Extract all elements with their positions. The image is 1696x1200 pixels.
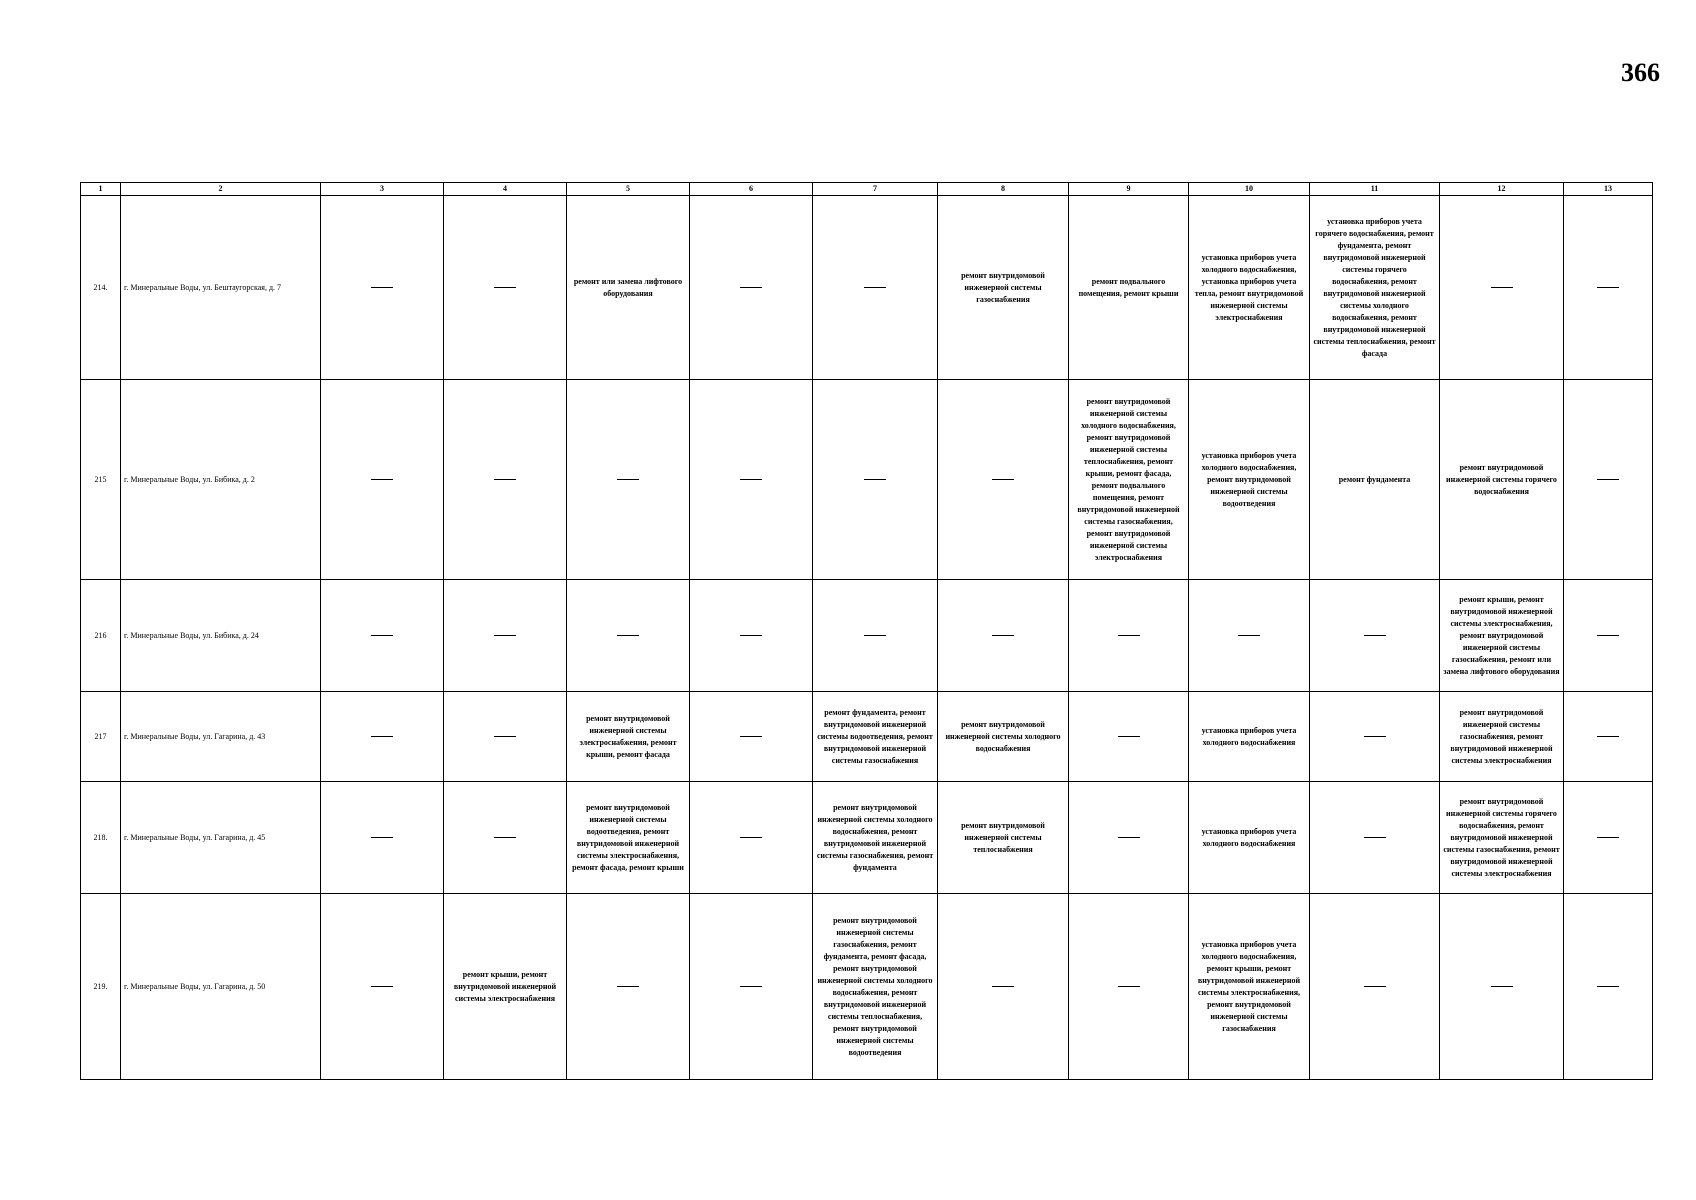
- address-cell: г. Минеральные Воды, ул. Гагарина, д. 45: [121, 782, 321, 894]
- empty-cell: [1564, 782, 1653, 894]
- table-body: [81, 196, 1653, 1080]
- table-row: [81, 580, 1653, 692]
- address-cell: г. Минеральные Воды, ул. Бибика, д. 2: [121, 380, 321, 580]
- dash-mark: [992, 986, 1014, 987]
- empty-cell: [1310, 692, 1440, 782]
- dash-mark: [494, 287, 516, 288]
- work-cell: установка приборов учета холодного водоснабжения: [1189, 692, 1310, 782]
- dash-mark: [1597, 837, 1619, 838]
- empty-cell: [690, 580, 813, 692]
- dash-mark: [740, 635, 762, 636]
- column-header-7: 7: [813, 183, 938, 196]
- empty-cell: [321, 580, 444, 692]
- row-number: 214.: [81, 196, 121, 380]
- address-cell: г. Минеральные Воды, ул. Гагарина, д. 50: [121, 894, 321, 1080]
- dash-mark: [1597, 986, 1619, 987]
- work-cell: ремонт внутридомовой инженерной системы газоснабжения, ремонт фундамента, ремонт фасада, ремонт внутридомовой инженерной системы холодного водоснабжения, ремонт внутридомовой инженерной системы теплоснабжения, ремонт внутридомовой инженерной системы водоотведения: [813, 894, 938, 1080]
- dash-mark: [371, 986, 393, 987]
- work-cell: ремонт или замена лифтового оборудования: [567, 196, 690, 380]
- page-number: 366: [1621, 58, 1660, 87]
- dash-mark: [617, 986, 639, 987]
- column-header-6: 6: [690, 183, 813, 196]
- dash-mark: [1364, 986, 1386, 987]
- address-cell: г. Минеральные Воды, ул. Гагарина, д. 43: [121, 692, 321, 782]
- dash-mark: [494, 736, 516, 737]
- work-cell: ремонт крыши, ремонт внутридомовой инженерной системы электроснабжения: [444, 894, 567, 1080]
- empty-cell: [1069, 580, 1189, 692]
- work-cell: ремонт внутридомовой инженерной системы горячего водоснабжения: [1440, 380, 1564, 580]
- dash-mark: [1491, 986, 1513, 987]
- dash-mark: [1597, 635, 1619, 636]
- work-cell: ремонт фундамента, ремонт внутридомовой инженерной системы водоотведения, ремонт внутридомовой инженерной системы газоснабжения: [813, 692, 938, 782]
- empty-cell: [321, 380, 444, 580]
- empty-cell: [444, 196, 567, 380]
- repair-plan-table: [80, 182, 1653, 1080]
- dash-mark: [1118, 986, 1140, 987]
- empty-cell: [321, 196, 444, 380]
- dash-mark: [1597, 479, 1619, 480]
- column-header-9: 9: [1069, 183, 1189, 196]
- dash-mark: [1364, 736, 1386, 737]
- work-cell: ремонт внутридомовой инженерной системы холодного водоснабжения, ремонт внутридомовой инженерной системы теплоснабжения, ремонт крыши, ремонт фасада, ремонт подвального помещения, ремонт внутридомовой инженерной системы газоснабжения, ремонт внутридомовой инженерной системы электроснабжения: [1069, 380, 1189, 580]
- dash-mark: [371, 635, 393, 636]
- empty-cell: [938, 380, 1069, 580]
- dash-mark: [1597, 736, 1619, 737]
- table-row: [81, 196, 1653, 380]
- dash-mark: [1364, 635, 1386, 636]
- table-row: [81, 782, 1653, 894]
- dash-mark: [617, 479, 639, 480]
- work-cell: ремонт внутридомовой инженерной системы горячего водоснабжения, ремонт внутридомовой инженерной системы газоснабжения, ремонт внутридомовой инженерной системы электроснабжения: [1440, 782, 1564, 894]
- dash-mark: [1118, 635, 1140, 636]
- empty-cell: [690, 380, 813, 580]
- dash-mark: [1118, 837, 1140, 838]
- empty-cell: [567, 580, 690, 692]
- empty-cell: [1069, 692, 1189, 782]
- empty-cell: [444, 692, 567, 782]
- dash-mark: [371, 736, 393, 737]
- empty-cell: [690, 782, 813, 894]
- empty-cell: [1564, 580, 1653, 692]
- dash-mark: [740, 986, 762, 987]
- empty-cell: [1440, 894, 1564, 1080]
- row-number: 217: [81, 692, 121, 782]
- dash-mark: [864, 479, 886, 480]
- work-cell: ремонт внутридомовой инженерной системы теплоснабжения: [938, 782, 1069, 894]
- work-cell: ремонт внутридомовой инженерной системы холодного водоснабжения: [938, 692, 1069, 782]
- empty-cell: [813, 196, 938, 380]
- empty-cell: [690, 196, 813, 380]
- dash-mark: [864, 635, 886, 636]
- work-cell: установка приборов учета холодного водоснабжения, ремонт крыши, ремонт внутридомовой инженерной системы электроснабжения, ремонт внутридомовой инженерной системы газоснабжения: [1189, 894, 1310, 1080]
- empty-cell: [690, 894, 813, 1080]
- dash-mark: [371, 479, 393, 480]
- dash-mark: [740, 837, 762, 838]
- dash-mark: [494, 837, 516, 838]
- empty-cell: [1310, 894, 1440, 1080]
- empty-cell: [567, 380, 690, 580]
- dash-mark: [494, 635, 516, 636]
- empty-cell: [444, 782, 567, 894]
- work-cell: установка приборов учета холодного водоснабжения: [1189, 782, 1310, 894]
- row-number: 216: [81, 580, 121, 692]
- dash-mark: [992, 479, 1014, 480]
- column-header-4: 4: [444, 183, 567, 196]
- empty-cell: [1189, 580, 1310, 692]
- work-cell: ремонт подвального помещения, ремонт крыши: [1069, 196, 1189, 380]
- work-cell: ремонт фундамента: [1310, 380, 1440, 580]
- empty-cell: [1564, 196, 1653, 380]
- dash-mark: [1491, 287, 1513, 288]
- work-cell: установка приборов учета холодного водоснабжения, ремонт внутридомовой инженерной системы водоотведения: [1189, 380, 1310, 580]
- dash-mark: [1238, 635, 1260, 636]
- dash-mark: [740, 287, 762, 288]
- dash-mark: [1118, 736, 1140, 737]
- empty-cell: [813, 580, 938, 692]
- column-header-2: 2: [121, 183, 321, 196]
- empty-cell: [938, 580, 1069, 692]
- dash-mark: [740, 736, 762, 737]
- dash-mark: [494, 479, 516, 480]
- empty-cell: [1564, 692, 1653, 782]
- empty-cell: [321, 894, 444, 1080]
- address-cell: г. Минеральные Воды, ул. Бештаугорская, д. 7: [121, 196, 321, 380]
- row-number: 215: [81, 380, 121, 580]
- dash-mark: [617, 635, 639, 636]
- empty-cell: [321, 692, 444, 782]
- column-header-8: 8: [938, 183, 1069, 196]
- table-row: [81, 692, 1653, 782]
- table-row: [81, 380, 1653, 580]
- empty-cell: [321, 782, 444, 894]
- row-number: 219.: [81, 894, 121, 1080]
- empty-cell: [690, 692, 813, 782]
- dash-mark: [1597, 287, 1619, 288]
- column-header-3: 3: [321, 183, 444, 196]
- empty-cell: [938, 894, 1069, 1080]
- address-cell: г. Минеральные Воды, ул. Бибика, д. 24: [121, 580, 321, 692]
- empty-cell: [813, 380, 938, 580]
- work-cell: ремонт крыши, ремонт внутридомовой инженерной системы электроснабжения, ремонт внутридомовой инженерной системы газоснабжения, ремонт или замена лифтового оборудования: [1440, 580, 1564, 692]
- column-header-13: 13: [1564, 183, 1653, 196]
- empty-cell: [1564, 380, 1653, 580]
- work-cell: ремонт внутридомовой инженерной системы газоснабжения: [938, 196, 1069, 380]
- dash-mark: [1364, 837, 1386, 838]
- dash-mark: [992, 635, 1014, 636]
- work-cell: установка приборов учета горячего водоснабжения, ремонт фундамента, ремонт внутридомовой инженерной системы горячего водоснабжения, ремонт внутридомовой инженерной системы холодного водоснабжения, ремонт внутридомовой инженерной системы теплоснабжения, ремонт фасада: [1310, 196, 1440, 380]
- dash-mark: [371, 287, 393, 288]
- empty-cell: [1069, 894, 1189, 1080]
- empty-cell: [567, 894, 690, 1080]
- empty-cell: [1310, 580, 1440, 692]
- empty-cell: [1069, 782, 1189, 894]
- column-header-5: 5: [567, 183, 690, 196]
- column-header-10: 10: [1189, 183, 1310, 196]
- empty-cell: [1440, 196, 1564, 380]
- empty-cell: [444, 580, 567, 692]
- dash-mark: [740, 479, 762, 480]
- empty-cell: [444, 380, 567, 580]
- work-cell: установка приборов учета холодного водоснабжения, установка приборов учета тепла, ремонт внутридомовой инженерной системы электроснабжения: [1189, 196, 1310, 380]
- empty-cell: [1310, 782, 1440, 894]
- work-cell: ремонт внутридомовой инженерной системы газоснабжения, ремонт внутридомовой инженерной системы электроснабжения: [1440, 692, 1564, 782]
- work-cell: ремонт внутридомовой инженерной системы электроснабжения, ремонт крыши, ремонт фасада: [567, 692, 690, 782]
- dash-mark: [864, 287, 886, 288]
- column-header-1: 1: [81, 183, 121, 196]
- table-row: [81, 894, 1653, 1080]
- row-number: 218.: [81, 782, 121, 894]
- header-row: [81, 183, 1653, 196]
- column-header-12: 12: [1440, 183, 1564, 196]
- work-cell: ремонт внутридомовой инженерной системы водоотведения, ремонт внутридомовой инженерной системы электроснабжения, ремонт фасада, ремонт крыши: [567, 782, 690, 894]
- work-cell: ремонт внутридомовой инженерной системы холодного водоснабжения, ремонт внутридомовой инженерной системы газоснабжения, ремонт фундамента: [813, 782, 938, 894]
- dash-mark: [371, 837, 393, 838]
- column-header-11: 11: [1310, 183, 1440, 196]
- empty-cell: [1564, 894, 1653, 1080]
